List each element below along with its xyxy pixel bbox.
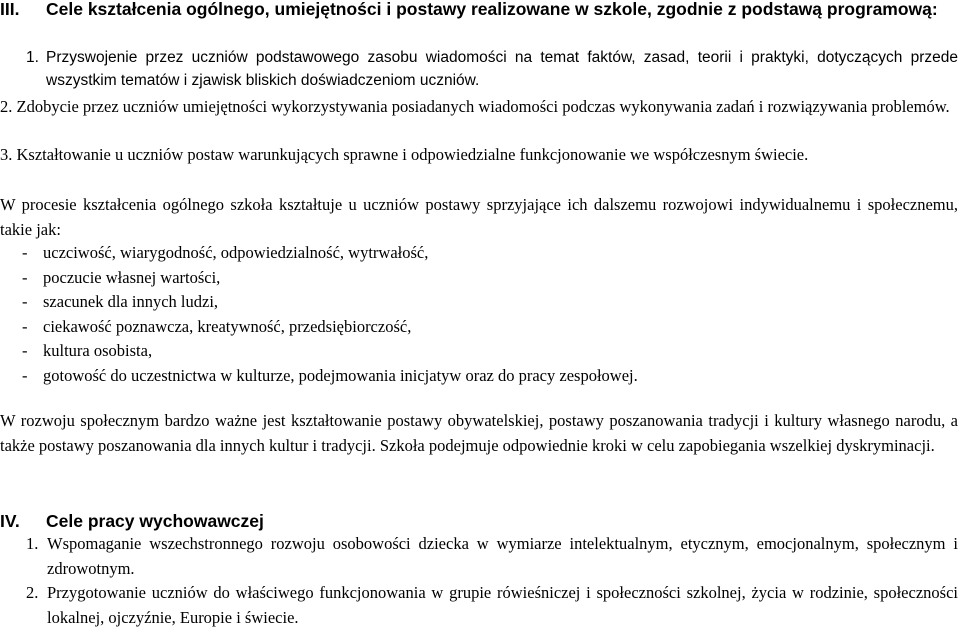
list-item: [0, 581, 958, 630]
list-item: [0, 46, 958, 92]
civic-attitude-paragraph: W rozwoju społecznym bardzo ważne jest kształtowanie postawy obywatelskiej, postawy poszanowania tradycji i kultury własnego narodu, a także postawy poszanowania dla innych kultur i tradycji. Szkoła podejmuje odpowiednie kroki w celu zapobiegania wszelkiej dyskryminacji.: [0, 411, 958, 455]
item-text: kultura osobista,: [43, 341, 153, 360]
list-item: [0, 290, 930, 315]
section-4-title: Cele pracy wychowawczej: [46, 511, 264, 531]
section-3-number: III.: [0, 0, 20, 19]
item-text: Przyswojenie przez uczniów podstawowego zasobu wiadomości na temat faktów, zasad, teorii i praktyki, dotyczących przede wszystkim tematów i zjawisk bliskich doświadczeniom uczniów.: [46, 49, 958, 89]
section-4-number: IV.: [0, 511, 20, 531]
section-3-item-3: [0, 143, 958, 168]
item-text: poczucie własnej wartości,: [43, 267, 221, 287]
section-3-item-2: [0, 95, 958, 120]
section-3-title: Cele kształcenia ogólnego, umiejętności i postawy realizowane w szkole, zgodnie z podstawą programową:: [46, 0, 938, 19]
item-number: 1.: [26, 534, 39, 553]
dash-marker: -: [22, 292, 28, 311]
item-text: szacunek dla innych ludzi,: [43, 292, 219, 311]
item-number: 2.: [0, 97, 13, 116]
attitudes-intro-paragraph: W procesie kształcenia ogólnego szkoła kształtuje u uczniów postawy sprzyjające ich dalszemu rozwojowi indywidualnemu i społecznemu, takie jak:: [0, 195, 958, 239]
list-item: [0, 266, 930, 291]
section-3-heading: [0, 0, 960, 20]
item-text: uczciwość, wiarygodność, odpowiedzialność, wytrwałość,: [43, 243, 429, 262]
dash-marker: -: [22, 316, 28, 336]
dash-marker: -: [22, 267, 28, 287]
dash-marker: -: [22, 365, 28, 385]
item-number: 3.: [0, 145, 13, 164]
item-text: Kształtowanie u uczniów postaw warunkujących sprawne i odpowiedzialne funkcjonowanie we współczesnym świecie.: [16, 145, 809, 164]
dash-marker: -: [22, 243, 28, 262]
item-text: gotowość do uczestnictwa w kulturze, podejmowania inicjatyw oraz do pracy zespołowej.: [43, 365, 638, 385]
list-item: [0, 339, 930, 364]
item-text: Wspomaganie wszechstronnego rozwoju osobowości dziecka w wymiarze intelektualnym, etycznym, emocjonalnym, społecznym i zdrowotnym.: [47, 534, 958, 578]
list-item: [0, 532, 958, 581]
section-4-heading: [0, 510, 960, 532]
item-text: ciekawość poznawcza, kreatywność, przedsiębiorczość,: [43, 316, 412, 336]
attitudes-list: [0, 241, 930, 388]
dash-marker: -: [22, 341, 28, 360]
list-item: [0, 315, 930, 340]
item-number: 2.: [26, 583, 39, 602]
section-3-goals-list: [0, 46, 958, 92]
section-4-goals-list: [0, 532, 958, 630]
item-number: 1.: [26, 49, 39, 66]
list-item: [0, 241, 930, 266]
item-text: Zdobycie przez uczniów umiejętności wykorzystywania posiadanych wiadomości podczas wykonywania zadań i rozwiązywania problemów.: [16, 97, 950, 116]
list-item: [0, 364, 930, 389]
item-text: Przygotowanie uczniów do właściwego funkcjonowania w grupie rówieśniczej i społeczności szkolnej, życia w rodzinie, społeczności lokalnej, ojczyźnie, Europie i świecie.: [47, 583, 958, 627]
